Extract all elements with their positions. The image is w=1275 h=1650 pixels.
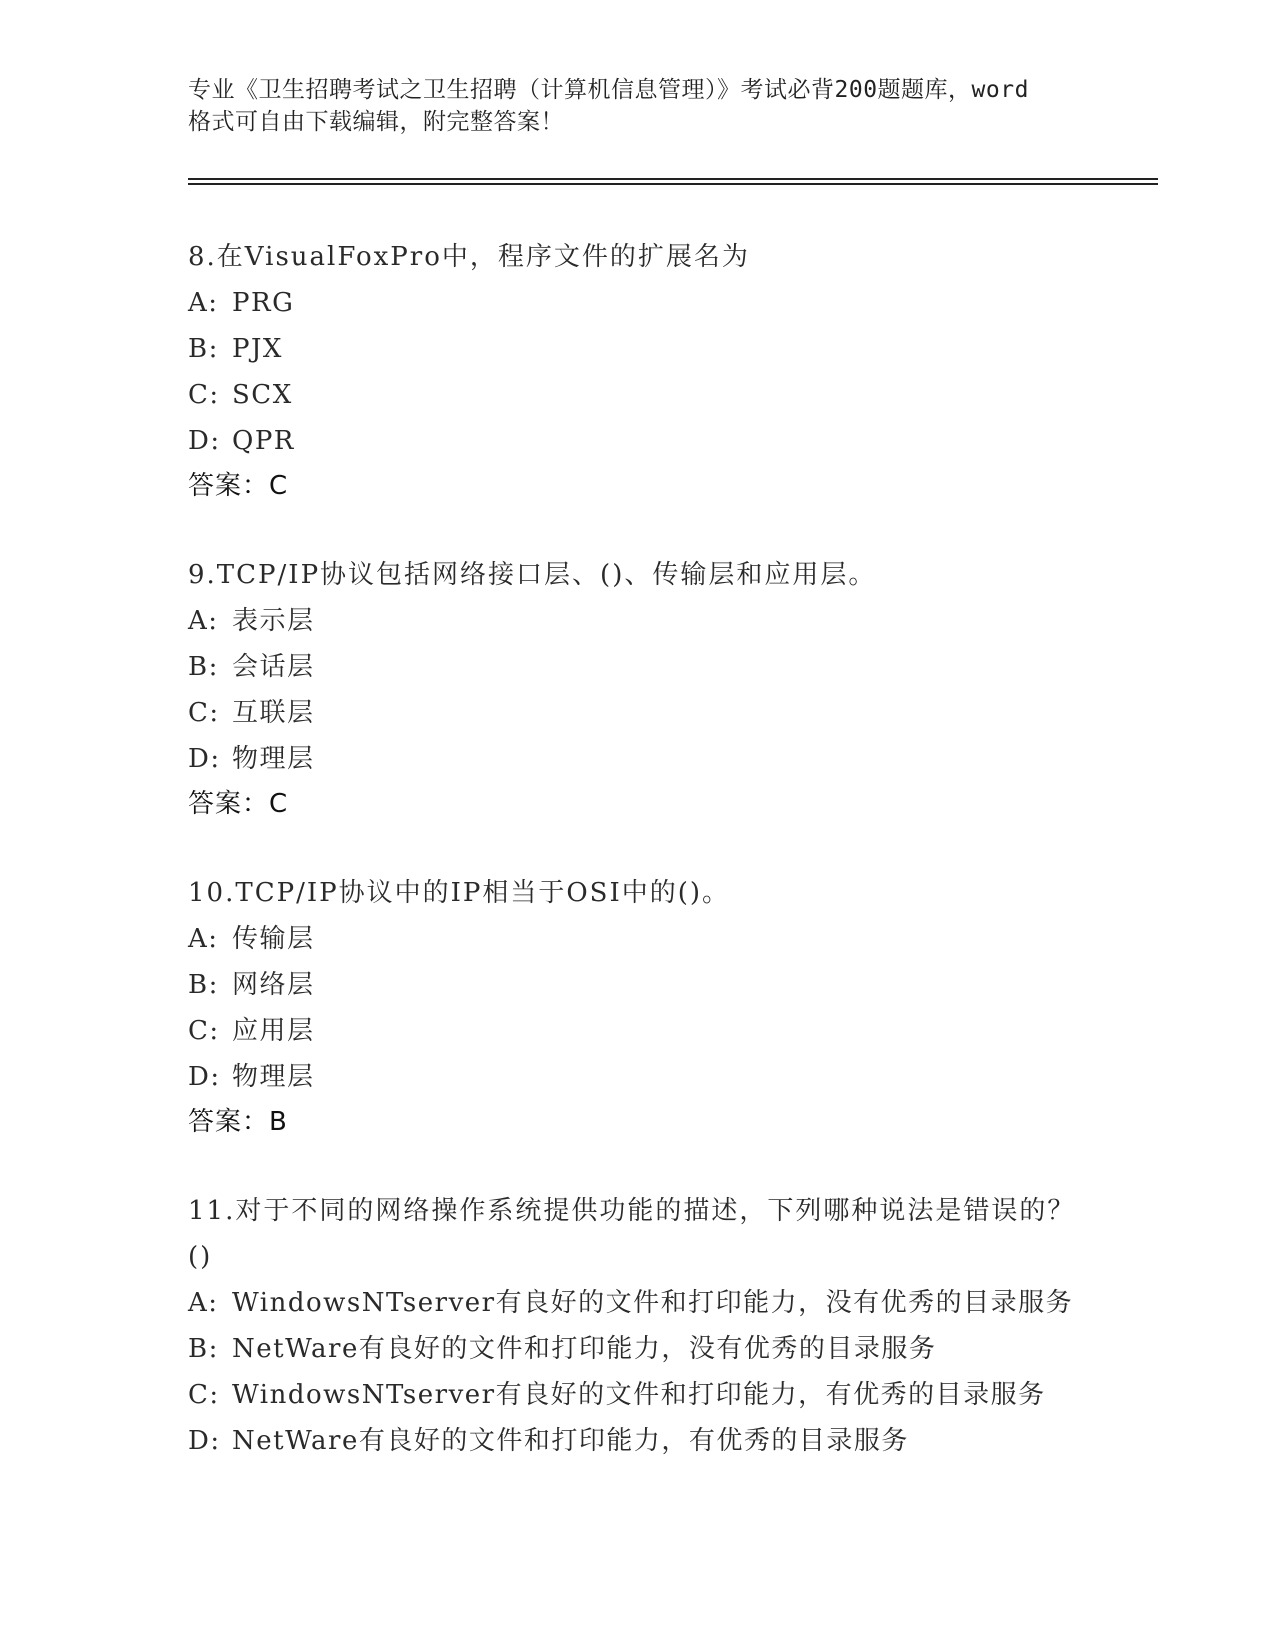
question-8	[188, 234, 1088, 508]
option-c	[188, 372, 1088, 418]
header-divider-bottom	[188, 183, 1158, 185]
option-d	[188, 418, 1088, 464]
question-text: 8.在VisualFoxPro中，程序文件的扩展名为	[188, 242, 750, 272]
question-text: 10.TCP/IP协议中的IP相当于OSI中的()。	[188, 878, 731, 908]
option-text: 网络层	[232, 970, 315, 1000]
option-c	[188, 1372, 1088, 1418]
question-text: 11.对于不同的网络操作系统提供功能的描述，下列哪种说法是错误的？()	[188, 1196, 1076, 1272]
option-b	[188, 644, 1088, 690]
option-c	[188, 1008, 1088, 1054]
option-c	[188, 690, 1088, 736]
option-letter: C:	[188, 1016, 220, 1046]
option-text: 物理层	[232, 744, 315, 774]
option-letter: A:	[188, 924, 219, 954]
header-line-1: 专业《卫生招聘考试之卫生招聘（计算机信息管理）》考试必背200题题库，word	[188, 77, 1029, 103]
option-b	[188, 962, 1088, 1008]
option-letter: A:	[188, 1288, 219, 1318]
option-letter: B:	[188, 652, 219, 682]
option-letter: B:	[188, 334, 219, 364]
option-a	[188, 916, 1088, 962]
option-letter: C:	[188, 1380, 220, 1410]
option-a	[188, 280, 1088, 326]
answer-line: 答案：C	[188, 471, 289, 501]
option-letter: D:	[188, 744, 221, 774]
option-letter: D:	[188, 1426, 221, 1456]
option-d	[188, 736, 1088, 782]
option-letter: C:	[188, 380, 220, 410]
option-text: PRG	[232, 288, 295, 318]
option-text: 表示层	[232, 606, 315, 636]
option-text: WindowsNTserver有良好的文件和打印能力，没有优秀的目录服务	[232, 1288, 1074, 1318]
question-11	[188, 1188, 1088, 1464]
option-letter: C:	[188, 698, 220, 728]
option-text: 物理层	[232, 1062, 315, 1092]
option-letter: A:	[188, 606, 219, 636]
option-letter: B:	[188, 970, 219, 1000]
option-letter: D:	[188, 1062, 221, 1092]
option-letter: B:	[188, 1334, 219, 1364]
answer-line: 答案：B	[188, 1107, 288, 1137]
question-10	[188, 870, 1088, 1144]
option-d	[188, 1054, 1088, 1100]
answer-line: 答案：C	[188, 789, 289, 819]
header-divider-top	[188, 178, 1158, 180]
option-d	[188, 1418, 1088, 1464]
option-text: SCX	[232, 380, 293, 410]
header-line-2: 格式可自由下载编辑，附完整答案！	[188, 109, 564, 135]
option-a	[188, 1280, 1088, 1326]
question-text: 9.TCP/IP协议包括网络接口层、()、传输层和应用层。	[188, 560, 877, 590]
option-text: NetWare有良好的文件和打印能力，没有优秀的目录服务	[232, 1334, 937, 1364]
option-text: 会话层	[232, 652, 315, 682]
option-text: WindowsNTserver有良好的文件和打印能力，有优秀的目录服务	[232, 1380, 1046, 1410]
option-text: QPR	[232, 426, 295, 456]
option-text: 应用层	[232, 1016, 315, 1046]
option-b	[188, 1326, 1088, 1372]
option-text: 互联层	[232, 698, 315, 728]
option-b	[188, 326, 1088, 372]
option-text: PJX	[232, 334, 283, 364]
option-a	[188, 598, 1088, 644]
question-list	[188, 234, 1088, 1508]
question-9	[188, 552, 1088, 826]
option-letter: D:	[188, 426, 221, 456]
option-letter: A:	[188, 288, 219, 318]
document-header	[188, 74, 1088, 138]
option-text: 传输层	[232, 924, 315, 954]
option-text: NetWare有良好的文件和打印能力，有优秀的目录服务	[232, 1426, 909, 1456]
